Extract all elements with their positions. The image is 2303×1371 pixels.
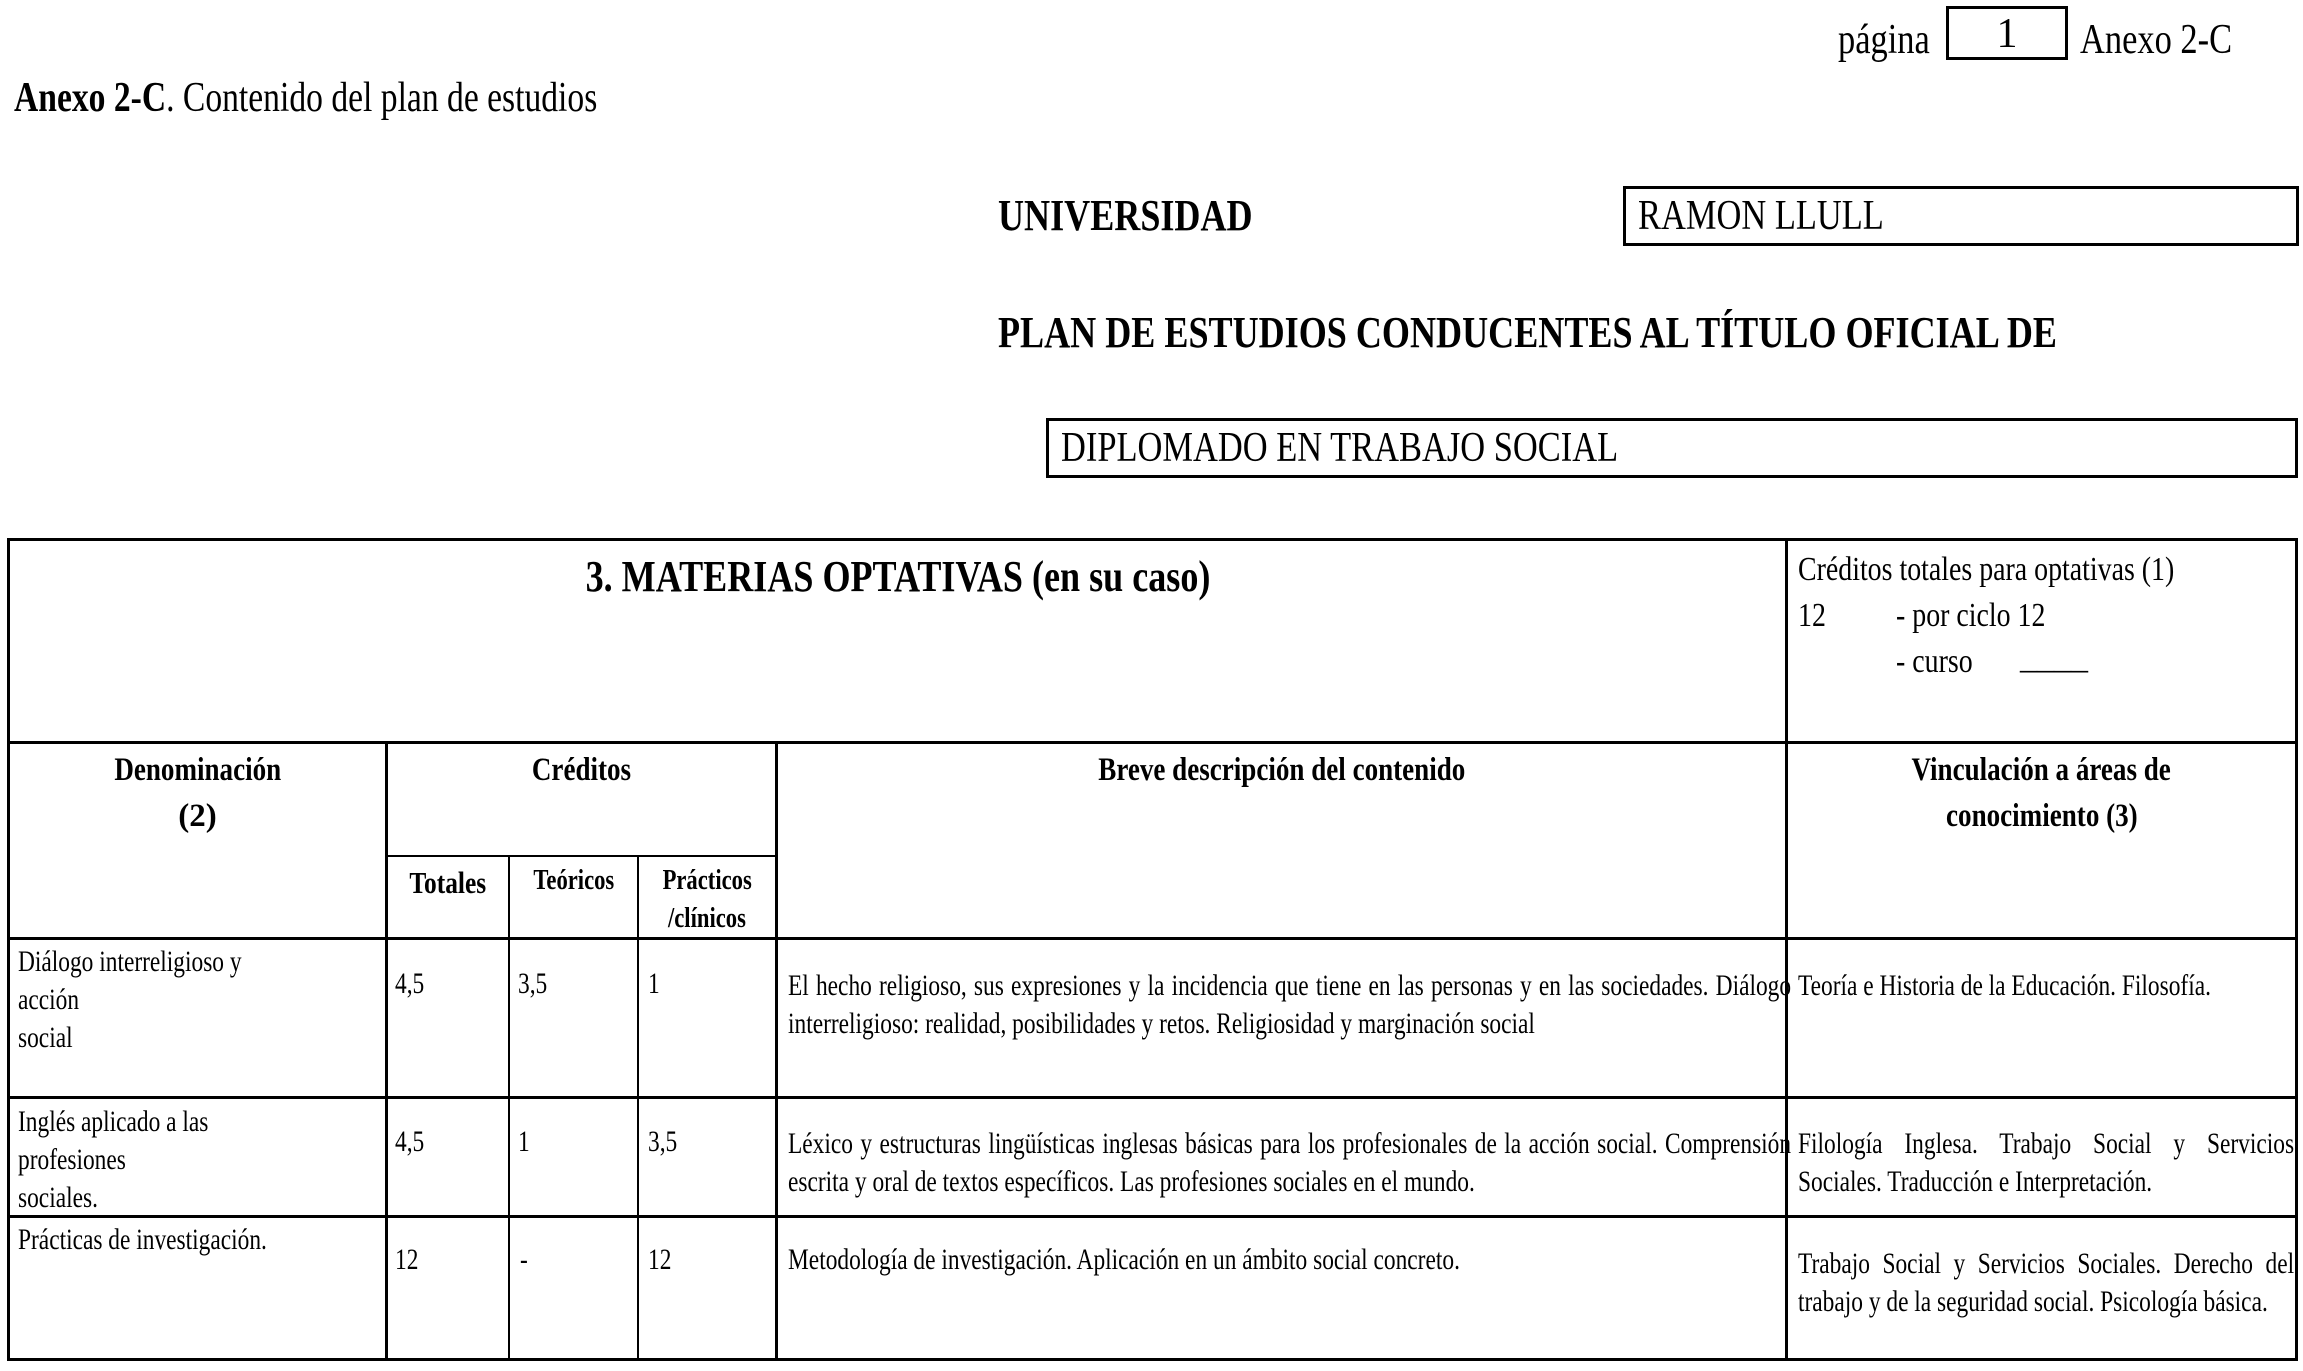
university-label: UNIVERSIDAD	[998, 191, 1253, 240]
doc-title-rest: . Contenido del plan de estudios	[166, 75, 598, 121]
col-header-descripcion: Breve descripción del contenido	[1097, 752, 1466, 788]
credits-total-line: Créditos totales para optativas (1) 12	[1798, 551, 2175, 634]
row-1-name: Diálogo interreligioso y acción social	[18, 945, 242, 1054]
column-rule	[385, 741, 388, 1358]
page-number-box	[1946, 6, 2068, 60]
col-header-vinculacion: Vinculación a áreas de conocimiento (3)	[1911, 752, 2172, 834]
row-2-areas: Filología Inglesa. Trabajo Social y Servicios Sociales. Traducción e Interpretación.	[1798, 1127, 2295, 1198]
row-rule	[10, 741, 2295, 744]
credits-course-line: - curso	[1896, 643, 1973, 680]
page-number: 1	[1996, 11, 2018, 57]
col-header-practicos: Prácticos /clínicos	[662, 864, 752, 934]
row-1-description: El hecho religioso, sus expresiones y la incidencia que tiene en las personas y en las sociedades. Diálogo interreligioso: realidad, posibilidades y retos. Religiosidad y marginación social	[788, 969, 1792, 1040]
row-1-teoricos: 3,5	[518, 967, 548, 1000]
row-1-totales: 4,5	[395, 967, 425, 1000]
row-3-totales: 12	[395, 1243, 419, 1276]
university-field: RAMON LLULL	[1623, 186, 2299, 246]
row-1-areas: Teoría e Historia de la Educación. Filosofía.	[1798, 969, 2211, 1002]
row-2-name: Inglés aplicado a las profesiones sociales.	[18, 1105, 209, 1214]
col-header-creditos: Créditos	[531, 752, 632, 788]
doc-title-bold: Anexo 2-C	[14, 75, 167, 121]
row-3-areas: Trabajo Social y Servicios Sociales. Derecho del trabajo y de la seguridad social. Psicología básica.	[1798, 1247, 2295, 1318]
credits-course-blank: ____	[2020, 639, 2088, 676]
section-title: 3. MATERIAS OPTATIVAS (en su caso)	[585, 552, 1210, 601]
row-1-practicos: 1	[648, 967, 660, 1000]
column-rule	[508, 855, 510, 1358]
col-header-teoricos: Teóricos	[533, 864, 614, 896]
row-2-totales: 4,5	[395, 1125, 425, 1158]
column-rule	[775, 741, 778, 1358]
column-rule	[1785, 541, 1788, 1358]
row-2-practicos: 3,5	[648, 1125, 678, 1158]
row-3-name: Prácticas de investigación.	[18, 1223, 267, 1256]
plan-heading: PLAN DE ESTUDIOS CONDUCENTES AL TÍTULO OFICIAL DE	[998, 308, 2057, 357]
col-header-totales: Totales	[409, 865, 487, 900]
row-3-description: Metodología de investigación. Aplicación en un ámbito social concreto.	[788, 1243, 1460, 1276]
row-2-description: Léxico y estructuras lingüísticas inglesas básicas para los profesionales de la acción social. Comprensión escrita y oral de textos específicos. Las profesiones sociales en el mundo.	[788, 1127, 1792, 1198]
row-3-teoricos: -	[520, 1243, 528, 1276]
row-rule	[10, 937, 2295, 940]
page-label: página	[1838, 17, 1930, 63]
row-3-practicos: 12	[648, 1243, 672, 1276]
annex-code: Anexo 2-C	[2080, 17, 2233, 63]
row-rule	[10, 1096, 2295, 1099]
doc-heading	[14, 74, 743, 122]
optional-subjects-table	[7, 538, 2298, 1361]
col-header-denominacion: Denominación (2)	[114, 752, 281, 834]
row-2-teoricos: 1	[518, 1125, 530, 1158]
row-rule	[385, 855, 775, 857]
degree-field: DIPLOMADO EN TRABAJO SOCIAL	[1046, 418, 2298, 478]
credits-cycle-line: - por ciclo 12	[1896, 597, 2046, 634]
